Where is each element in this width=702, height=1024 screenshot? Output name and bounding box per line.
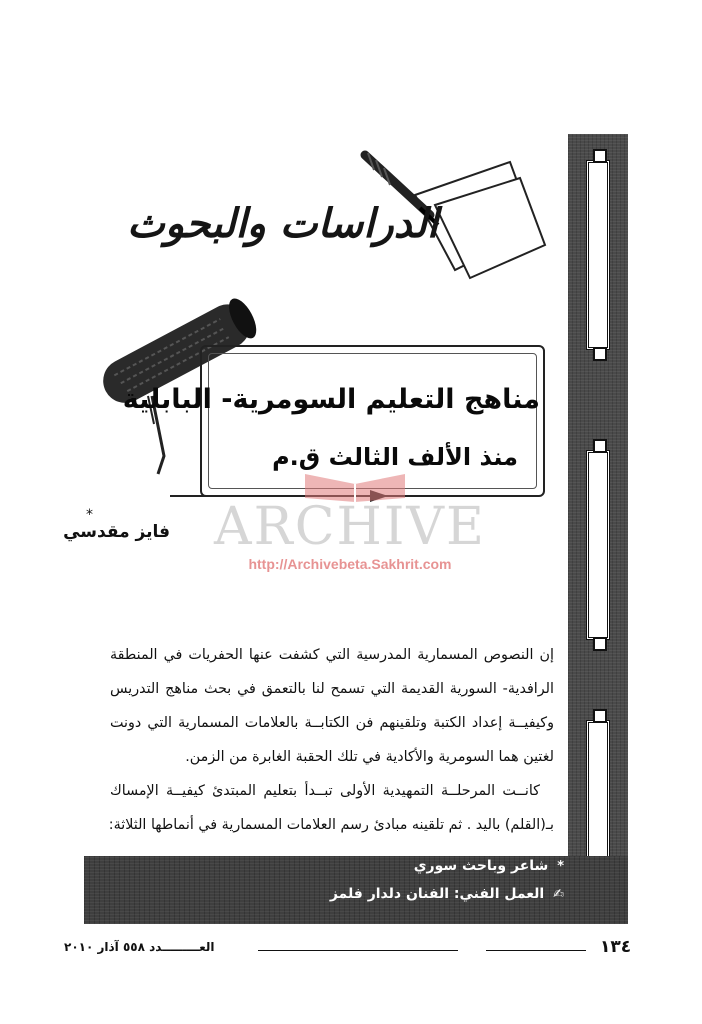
- author-footnote-marker: *: [86, 507, 93, 523]
- footer-rule-left: [258, 950, 458, 951]
- band-panel-upper: [586, 160, 610, 350]
- band-panel-middle: [586, 450, 610, 640]
- footnote-text: شاعر وباحث سوري: [413, 858, 549, 874]
- author-name: فايز مقدسي: [63, 522, 170, 542]
- article-subtitle: منذ الألف الثالث ق.م: [272, 443, 518, 471]
- footnote-author-bio: [414, 858, 564, 874]
- footnote-text: العمل الفني: الفنان دلدار فلمز: [329, 886, 545, 902]
- body-line: الرافدية- السورية القديمة التي تسمح لنا بالتعمق في بحث مناهج التدريس: [110, 681, 554, 697]
- asterisk-icon: *: [557, 859, 564, 874]
- watermark-url: http://Archivebeta.Sakhrit.com: [248, 556, 452, 572]
- watermark-text: ARCHIVE: [214, 497, 486, 557]
- body-line: لغتين هما السومرية والأكادية في تلك الحقبة الغابرة من الزمن.: [185, 749, 554, 765]
- body-line: وكيفيــة إعداد الكتبة وتلقينهم فن الكتابــة بالعلامات المسمارية التي دونت: [110, 715, 554, 731]
- body-line: كانــت المرحلــة التمهيدية الأولى تبــدأ بتعليم المبتدئ كيفيــة الإمساك: [110, 783, 540, 799]
- issue-info: العـــــــــدد ٥٥٨ آذار ٢٠١٠: [64, 940, 215, 954]
- article-title: مناهج التعليم السومرية- البابلية: [122, 384, 540, 415]
- footer-rule-right: [486, 950, 586, 951]
- pen-hand-icon: ✍: [553, 887, 564, 902]
- body-line: بـ(القلم) باليد . ثم تلقينه مبادئ رسم العلامات المسمارية في أنماطها الثلاثة:: [108, 817, 554, 833]
- page-number: ١٣٤: [600, 937, 632, 957]
- body-line: إن النصوص المسمارية المدرسية التي كشفت عنها الحفريات في المنطقة: [110, 647, 554, 663]
- section-title: الدراسات والبحوث: [127, 200, 438, 247]
- footnote-artwork-credit: [330, 886, 564, 902]
